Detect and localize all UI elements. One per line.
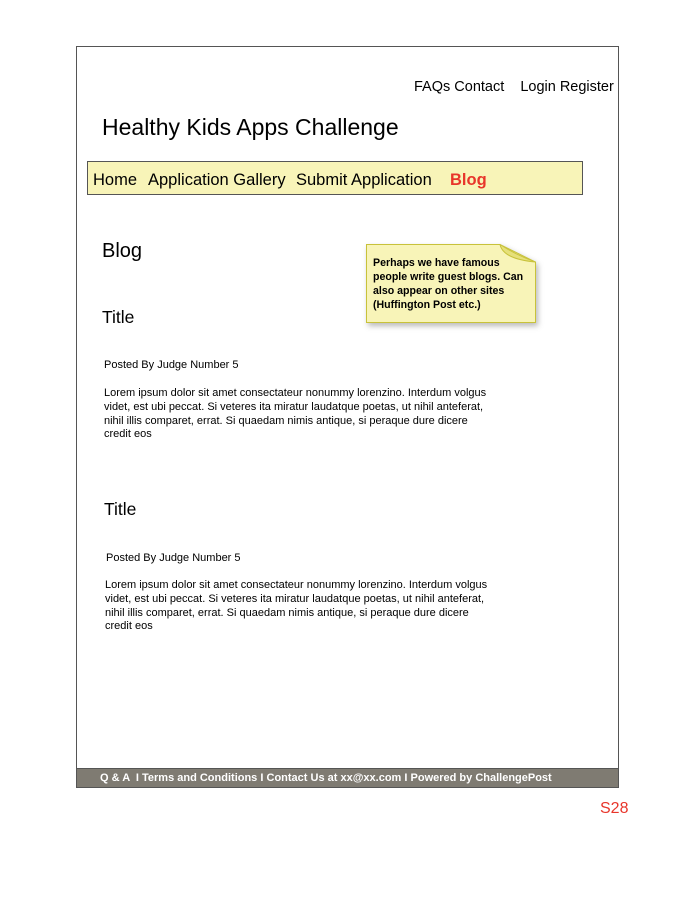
post-body: Lorem ipsum dolor sit amet consectateur nonummy lorenzino. Interdum volgus videt, est ubi peccat. Si veteres ita miratur laudatque poetas, ut nihil anteferat, nihil illis comparet, errat. Si quaedam nimis antique, si peraque dure dicere credit eos bbox=[104, 387, 487, 441]
nav-item-blog[interactable]: Blog bbox=[450, 171, 487, 189]
sticky-note-text: Perhaps we have famous people write guest blogs. Can also appear on other sites (Huffington Post etc.) bbox=[373, 257, 524, 311]
post-title[interactable]: Title bbox=[102, 307, 135, 327]
contact-link[interactable]: Contact bbox=[454, 79, 505, 95]
footer-contact-link[interactable]: Contact Us at xx@xx.com bbox=[266, 772, 402, 784]
footer-separator: I bbox=[404, 772, 408, 784]
footer bbox=[76, 768, 619, 788]
footer-powered-link[interactable]: Powered by ChallengePost bbox=[410, 772, 552, 784]
nav-item-application-gallery[interactable]: Application Gallery bbox=[148, 171, 286, 189]
page-id-label: S28 bbox=[600, 800, 629, 817]
footer-terms-link[interactable]: Terms and Conditions bbox=[142, 772, 258, 784]
faqs-link[interactable]: FAQs bbox=[414, 79, 451, 95]
page-title: Blog bbox=[102, 240, 143, 262]
nav-item-home[interactable]: Home bbox=[93, 171, 138, 189]
login-link[interactable]: Login bbox=[520, 79, 556, 95]
nav-item-submit-application[interactable]: Submit Application bbox=[296, 171, 432, 189]
register-link[interactable]: Register bbox=[559, 79, 614, 95]
main-nav bbox=[87, 161, 583, 195]
post-title[interactable]: Title bbox=[104, 499, 137, 519]
site-title[interactable]: Healthy Kids Apps Challenge bbox=[102, 114, 399, 140]
sticky-note bbox=[366, 244, 535, 322]
top-links bbox=[414, 79, 614, 95]
footer-qa-link[interactable]: Q & A bbox=[100, 772, 130, 784]
post-body: Lorem ipsum dolor sit amet consectateur nonummy lorenzino. Interdum volgus videt, est ubi peccat. Si veteres ita miratur laudatque poetas, ut nihil anteferat, nihil illis comparet, errat. Si quaedam nimis antique, si peraque dure dicere credit eos bbox=[105, 579, 488, 633]
post-author: Posted By Judge Number 5 bbox=[104, 359, 239, 371]
post-author: Posted By Judge Number 5 bbox=[106, 552, 241, 564]
footer-separator: I bbox=[135, 772, 139, 784]
footer-separator: I bbox=[260, 772, 264, 784]
